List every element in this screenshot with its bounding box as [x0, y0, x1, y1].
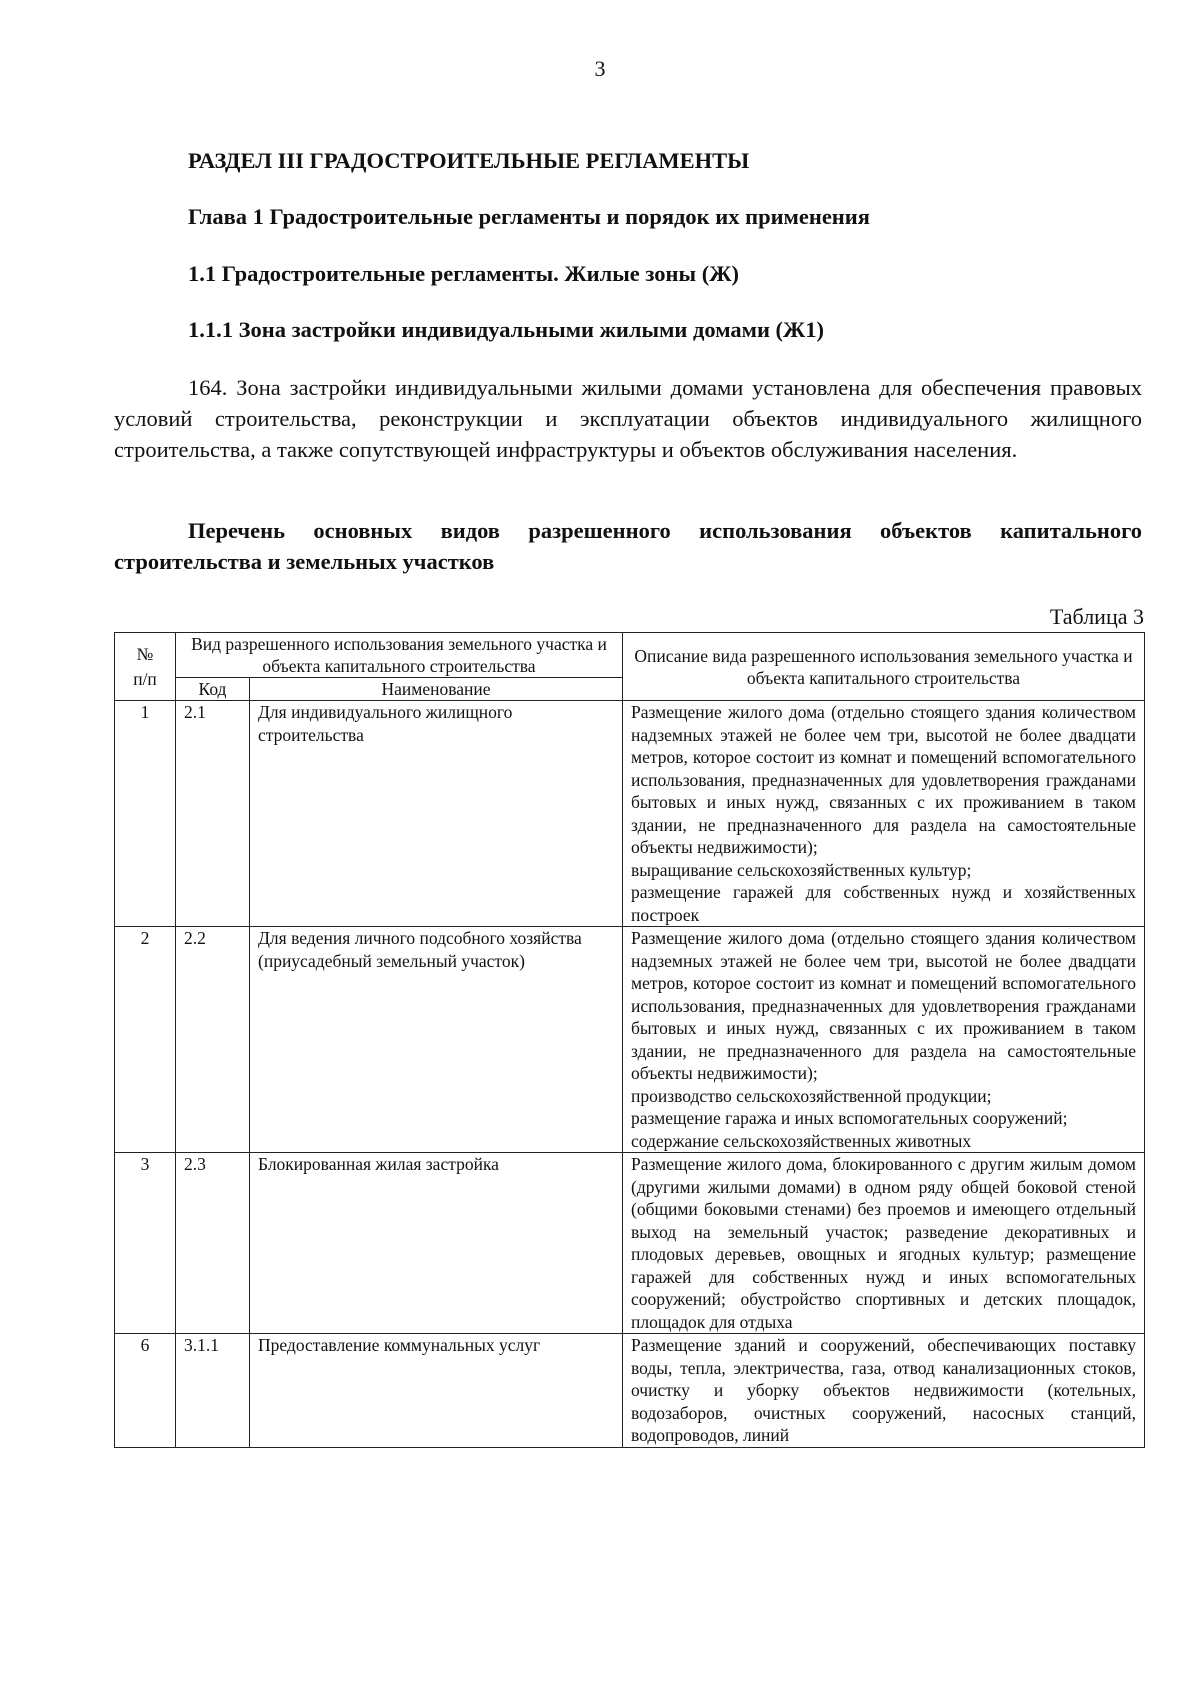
description-line: Размещение жилого дома (отдельно стоящего здания количеством надземных этажей не более чем три, высотой не более двадцати метров, которое состоит из комнат и помещений вспомогательного использования, предназначенных для удовлетворения гражданами бытовых и иных нужд, связанных с их проживанием в таком здании, не предназначенного для раздела на самостоятельные объекты недвижимости); [631, 928, 1136, 1083]
section-heading: РАЗДЕЛ III ГРАДОСТРОИТЕЛЬНЫЕ РЕГЛАМЕНТЫ [188, 148, 750, 173]
description-line: Размещение зданий и сооружений, обеспечивающих поставку воды, тепла, электричества, газа, отвод канализационных стоков, очистку и уборку объектов недвижимости (котельных, водозаборов, очистных сооружений, насосных станций, водопроводов, линий [631, 1335, 1136, 1445]
row-name: Предоставление коммунальных услуг [250, 1334, 623, 1448]
description-line: Размещение жилого дома, блокированного с другим жилым домом (другими жилыми домами) в одном ряду общей боковой стеной (общими боковыми стенами) без проемов и имеющего отдельный выход на земельный участок; разведение декоративных и плодовых деревьев, овощных и ягодных культур; размещение гаражей для собственных нужд и иных вспомогательных сооружений; обустройство спортивных и детских площадок, площадок для отдыха [631, 1154, 1136, 1332]
description-line: содержание сельскохозяйственных животных [631, 1130, 972, 1151]
row-code: 2.2 [176, 927, 250, 1153]
row-name: Блокированная жилая застройка [250, 1153, 623, 1334]
permitted-uses-table [114, 632, 1145, 1448]
table-row [115, 701, 1145, 927]
table-body [115, 701, 1145, 1448]
page-number: 3 [594, 56, 606, 81]
header-use-type-group: Вид разрешенного использования земельного участка и объекта капитального строительства [176, 633, 623, 678]
row-name: Для ведения личного подсобного хозяйства (приусадебный земельный участок) [250, 927, 623, 1153]
table-row [115, 1153, 1145, 1334]
table-row [115, 1334, 1145, 1448]
row-number: 3 [115, 1153, 176, 1334]
description-line: Размещение жилого дома (отдельно стоящего здания количеством надземных этажей не более чем три, высотой не более двадцати метров, которое состоит из комнат и помещений вспомогательного использования, предназначенных для удовлетворения гражданами бытовых и иных нужд, связанных с их проживанием в таком здании, не предназначенного для раздела на самостоятельные объекты недвижимости); [631, 702, 1136, 857]
zone-heading: 1.1.1 Зона застройки индивидуальными жилыми домами (Ж1) [188, 317, 825, 342]
table-row [115, 927, 1145, 1153]
chapter-heading: Глава 1 Градостроительные регламенты и порядок их применения [188, 204, 870, 229]
header-num: № п/п [115, 633, 176, 701]
permitted-uses-title: Перечень основных видов разрешенного использования объектов капитального строительства и земельных участков [114, 518, 1142, 574]
row-number: 1 [115, 701, 176, 927]
row-description [623, 701, 1145, 927]
header-name: Наименование [250, 678, 623, 701]
row-description [623, 1153, 1145, 1334]
header-description: Описание вида разрешенного использования земельного участка и объекта капитального строительства [623, 633, 1145, 701]
row-description [623, 927, 1145, 1153]
row-description [623, 1334, 1145, 1448]
subsection-heading: 1.1 Градостроительные регламенты. Жилые зоны (Ж) [188, 261, 739, 286]
table-caption: Таблица 3 [1049, 604, 1144, 629]
description-line: размещение гаража и иных вспомогательных сооружений; [631, 1108, 1068, 1128]
row-code: 2.1 [176, 701, 250, 927]
description-line: производство сельскохозяйственной продукции; [631, 1085, 992, 1106]
description-line: размещение гаражей для собственных нужд и хозяйственных построек [631, 882, 1136, 925]
paragraph-164: 164. Зона застройки индивидуальными жилыми домами установлена для обеспечения правовых условий строительства, реконструкции и эксплуатации объектов индивидуального жилищного строительства, а также сопутствующей инфраструктуры и объектов обслуживания населения. [114, 375, 1142, 462]
row-number: 6 [115, 1334, 176, 1448]
row-code: 3.1.1 [176, 1334, 250, 1448]
header-code: Код [176, 678, 250, 701]
row-name: Для индивидуального жилищного строительства [250, 701, 623, 927]
row-code: 2.3 [176, 1153, 250, 1334]
description-line: выращивание сельскохозяйственных культур; [631, 859, 972, 880]
row-number: 2 [115, 927, 176, 1153]
